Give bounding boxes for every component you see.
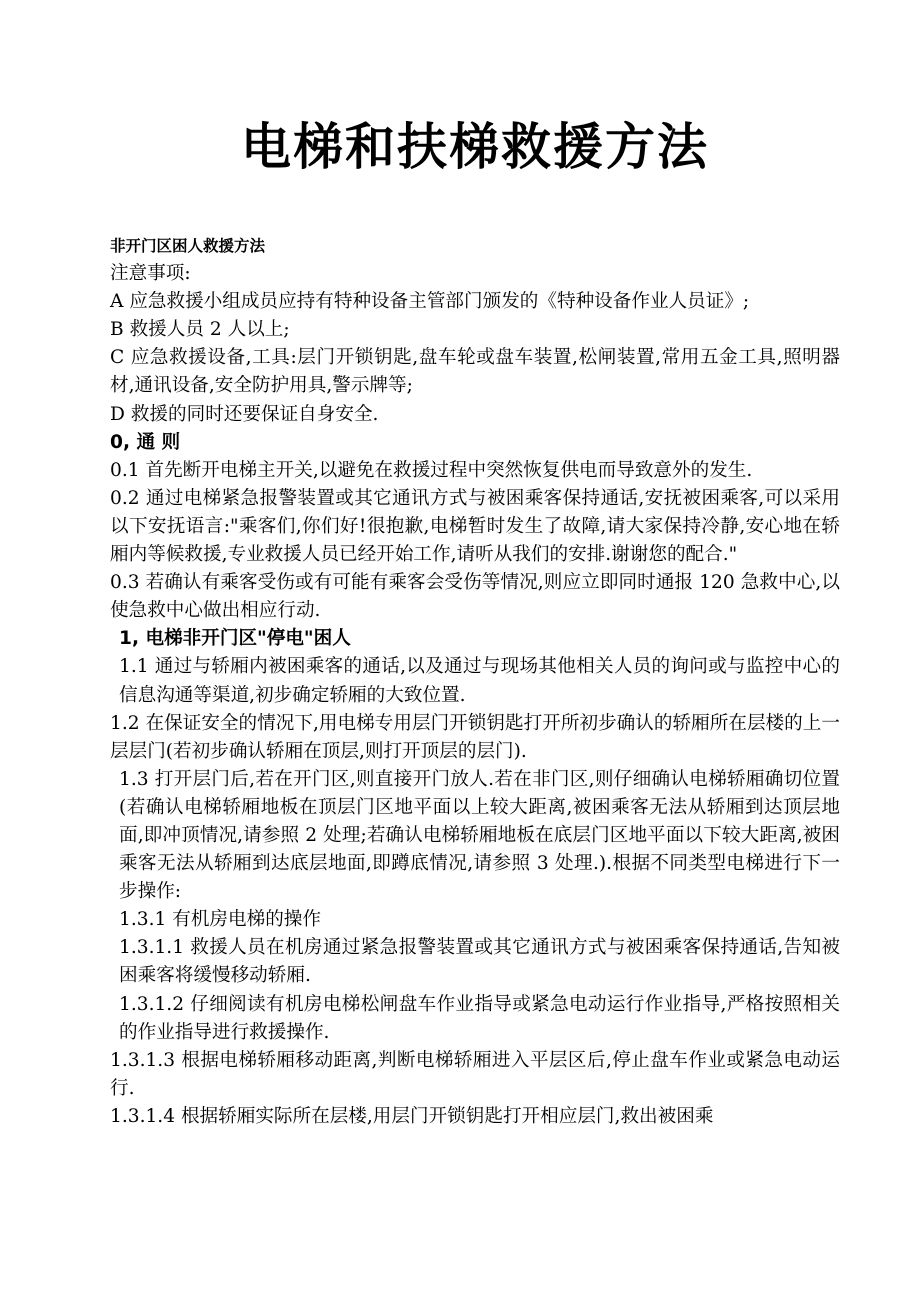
paragraph: B 救援人员 2 人以上; [110, 319, 290, 341]
paragraph: C 应急救援设备,工具:层门开锁钥匙,盘车轮或盘车装置,松闸装置,常用五金工具,照明器材,通讯设备,安全防护用具,警示牌等; [110, 347, 840, 397]
paragraph: 0.1 首先断开电梯主开关,以避免在救援过程中突然恢复供电而导致意外的发生. [110, 459, 753, 481]
paragraph: 0.2 通过电梯紧急报警装置或其它通讯方式与被困乘客保持通话,安抚被困乘客,可以采用以下安抚语言:"乘客们,你们好!很抱歉,电梯暂时发生了故障,请大家保持冷静,安心地在轿厢内等候救援,专业救援人员已经开始工作,请听从我们的安排.谢谢您的配合." [110, 487, 840, 566]
paragraph: 1.3.1 有机房电梯的操作 [119, 909, 321, 931]
document-title: 电梯和扶梯救援方法 [241, 118, 709, 176]
paragraph: 1.2 在保证安全的情况下,用电梯专用层门开锁钥匙打开所初步确认的轿厢所在层楼的上一层层门(若初步确认轿厢在顶层,则打开顶层的层门). [110, 712, 840, 762]
paragraph: 1.1 通过与轿厢内被困乘客的通话,以及通过与现场其他相关人员的询问或与监控中心的信息沟通等渠道,初步确定轿厢的大致位置. [119, 656, 840, 706]
document-body [110, 232, 840, 1131]
paragraph: 1.3.1.2 仔细阅读有机房电梯松闸盘车作业指导或紧急电动运行作业指导,严格按照相关的作业指导进行救援操作. [119, 993, 840, 1043]
paragraph: A 应急救援小组成员应持有特种设备主管部门颁发的《特种设备作业人员证》; [110, 291, 750, 313]
section-heading: 非开门区困人救援方法 [110, 237, 266, 255]
section-heading: 0, 通 则 [110, 431, 181, 453]
paragraph: 1.3.1.1 救援人员在机房通过紧急报警装置或其它通讯方式与被困乘客保持通话,告知被困乘客将缓慢移动轿厢. [119, 937, 840, 987]
paragraph: 注意事项: [110, 263, 191, 285]
paragraph: 0.3 若确认有乘客受伤或有可能有乘客会受伤等情况,则应立即同时通报 120 急救中心,以使急救中心做出相应行动. [110, 572, 840, 622]
paragraph: 1.3.1.4 根据轿厢实际所在层楼,用层门开锁钥匙打开相应层门,救出被困乘 [110, 1105, 714, 1127]
section-heading: 1, 电梯非开门区"停电"困人 [119, 628, 351, 650]
paragraph: 1.3.1.3 根据电梯轿厢移动距离,判断电梯轿厢进入平层区后,停止盘车作业或紧急电动运行. [110, 1049, 840, 1099]
paragraph: 1.3 打开层门后,若在开门区,则直接开门放人.若在非门区,则仔细确认电梯轿厢确切位置(若确认电梯轿厢地板在顶层门区地平面以上较大距离,被困乘客无法从轿厢到达顶层地面,即冲顶情况,请参照 2 处理;若确认电梯轿厢地板在底层门区地平面以下较大距离,被困乘客无法从轿厢到达底层地面,即蹲底情况,请参照 3 处理.).根据不同类型电梯进行下一步操作: [119, 768, 840, 903]
paragraph: D 救援的同时还要保证自身安全. [110, 403, 379, 425]
